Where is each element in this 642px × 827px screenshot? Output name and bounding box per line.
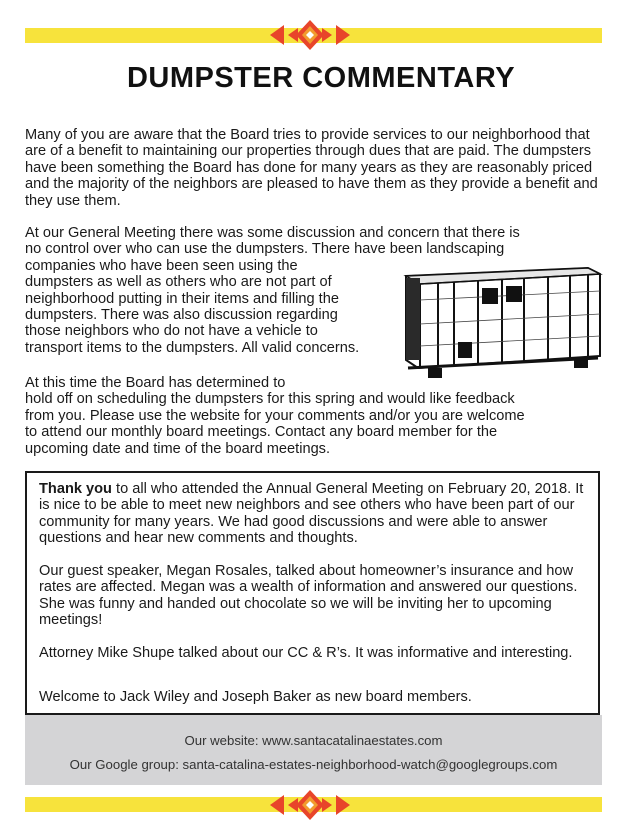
paragraph-line: to attend our monthly board meetings. Contact any board member for the xyxy=(25,424,498,441)
page-title: DUMPSTER COMMENTARY xyxy=(126,62,516,94)
paragraph-line: At this time the Board has determined to xyxy=(25,375,286,391)
paragraph-line: At our General Meeting there was some discussion and concern that there is xyxy=(25,225,520,241)
paragraph-line: hold off on scheduling the dumpsters for this spring and would like feedback xyxy=(25,391,515,408)
website-link[interactable]: Our website: www.santacatalinaestates.com xyxy=(184,733,443,748)
paragraph-line: those neighbors who do not have a vehicle to xyxy=(25,323,318,340)
paragraph-line: upcoming date and time of the board meetings. xyxy=(25,440,331,457)
paragraph-line: from you. Please use the website for your comments and/or you are welcome xyxy=(25,407,525,424)
footer xyxy=(25,715,602,785)
paragraph-line: dumpsters. There was also discussion regarding xyxy=(25,307,338,324)
intro-paragraph: Many of you are aware that the Board tries to provide services to our neighborhood that are of a benefit to maintaining our properties through dues that are paid. The dumpsters have been something the Board has done for many years as they are reasonably priced and the majority of the neighbors are pleased to have them as they provide a benefit and they use them. xyxy=(25,127,598,209)
attorney-paragraph: Attorney Mike Shupe talked about our CC & R’s. It was informative and interesting. xyxy=(39,645,573,661)
southwest-emblem-icon xyxy=(270,20,350,50)
google-group-link[interactable]: Our Google group: santa-catalina-estates-neighborhood-watch@googlegroups.com xyxy=(69,757,558,772)
paragraph-line: dumpsters as well as others who are not part of xyxy=(25,274,332,291)
welcome-paragraph: Welcome to Jack Wiley and Joseph Baker as new board members. xyxy=(39,689,472,705)
thank-you-text: to all who attended the Annual General Meeting on February 20, 2018. It is nice to be able to meet new neighbors and see others who have been part of our community for many years. We had good discussions and were able to answer questions and hear new comments and thoughts. xyxy=(39,481,584,547)
dumpster-illustration xyxy=(398,264,603,384)
paragraph-line: companies who have been seen using the xyxy=(25,257,298,274)
guest-speaker-paragraph: Our guest speaker, Megan Rosales, talked about homeowner’s insurance and how rates are affected. Megan was a wealth of information and answered our questions. She was funny and handed out chocolate so we will be inviting her to upcoming meetings! xyxy=(39,563,578,629)
board-decision-paragraph xyxy=(25,375,610,457)
annual-meeting-box xyxy=(25,471,600,715)
thank-you-paragraph xyxy=(39,481,587,547)
thank-you-bold: Thank you xyxy=(39,481,112,497)
southwest-emblem-icon xyxy=(270,790,350,820)
paragraph-line: neighborhood putting in their items and filling the xyxy=(25,290,339,307)
paragraph-line: transport items to the dumpsters. All valid concerns. xyxy=(25,339,360,356)
paragraph-line: no control over who can use the dumpsters. There have been landscaping xyxy=(25,241,505,258)
